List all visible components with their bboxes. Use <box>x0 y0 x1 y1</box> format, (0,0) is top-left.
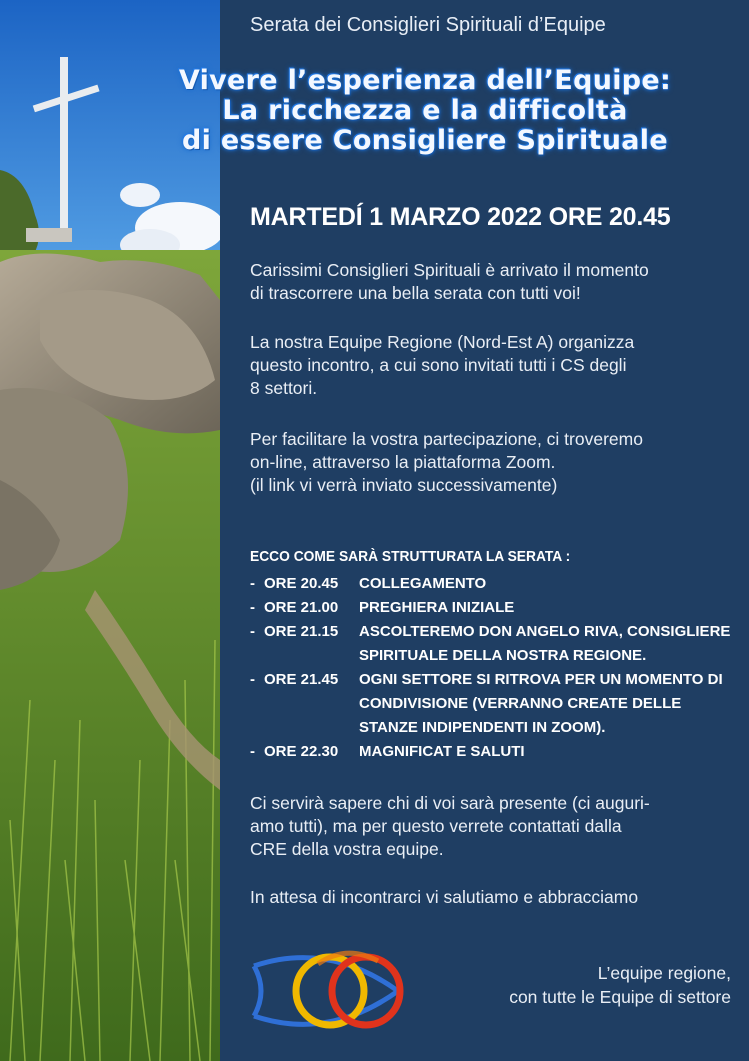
signature <box>509 961 731 1009</box>
schedule-item <box>250 572 740 596</box>
schedule-activity: OGNI SETTORE SI RITROVA PER UN MOMENTO DI <box>359 671 723 688</box>
schedule-heading: ECCO COME SARÀ STRUTTURATA LA SERATA : <box>250 548 571 565</box>
title-line: La ricchezza e la difficoltà <box>222 95 628 126</box>
schedule-time: ORE 20.45 <box>264 575 339 592</box>
zoom-paragraph <box>250 428 730 497</box>
intro-paragraph <box>250 259 730 305</box>
schedule-time: ORE 21.15 <box>264 623 339 640</box>
organizer-paragraph <box>250 331 730 400</box>
paragraph-line: questo incontro, a cui sono invitati tutti i CS degli <box>250 355 627 375</box>
paragraph-line: La nostra Equipe Regione (Nord-Est A) organizza <box>250 332 635 352</box>
schedule-list <box>250 572 740 764</box>
schedule-time: ORE 21.00 <box>264 599 339 616</box>
paragraph-line: (il link vi verrà inviato successivamente) <box>250 475 558 495</box>
schedule-item <box>250 740 740 764</box>
paragraph-line: on-line, attraverso la piattaforma Zoom. <box>250 452 556 472</box>
paragraph-line: di trascorrere una bella serata con tutti voi! <box>250 283 581 303</box>
schedule-dash: - <box>250 743 255 760</box>
title-line: di essere Consigliere Spirituale <box>182 125 668 156</box>
paragraph-line: Ci servirà sapere chi di voi sarà presente (ci auguri- <box>250 793 650 813</box>
schedule-activity: STANZE INDIPENDENTI IN ZOOM). <box>359 719 606 736</box>
event-subtitle: Serata dei Consiglieri Spirituali d’Equipe <box>250 14 606 36</box>
title-line: Vivere l’esperienza dell’Equipe: <box>178 65 672 96</box>
schedule-time: ORE 21.45 <box>264 671 339 688</box>
paragraph-line: 8 settori. <box>250 378 318 398</box>
schedule-activity: SPIRITUALE DELLA NOSTRA REGIONE. <box>359 647 647 664</box>
schedule-time: ORE 22.30 <box>264 743 339 760</box>
paragraph-line: CRE della vostra equipe. <box>250 839 444 859</box>
paragraph-line: Per facilitare la vostra partecipazione, ci troveremo <box>250 429 643 449</box>
paragraph-line: In attesa di incontrarci vi salutiamo e abbracciamo <box>250 887 639 907</box>
schedule-dash: - <box>250 671 255 688</box>
schedule-dash: - <box>250 599 255 616</box>
paragraph-line: amo tutti), ma per questo verrete contattati dalla <box>250 816 622 836</box>
schedule-dash: - <box>250 575 255 592</box>
schedule-item <box>250 596 740 620</box>
schedule-activity: CONDIVISIONE (VERRANNO CREATE DELLE <box>359 695 682 712</box>
hero-photo <box>0 0 220 1061</box>
signature-line: con tutte le Equipe di settore <box>509 987 731 1007</box>
event-title <box>110 66 740 156</box>
paragraph-line: Carissimi Consiglieri Spirituali è arrivato il momento <box>250 260 649 280</box>
landscape-illustration <box>0 0 220 1061</box>
schedule-item <box>250 668 740 740</box>
schedule-item <box>250 620 740 668</box>
schedule-activity: ASCOLTEREMO DON ANGELO RIVA, CONSIGLIERE <box>359 623 731 640</box>
event-date: MARTEDÍ 1 MARZO 2022 ORE 20.45 <box>250 203 671 231</box>
closing-paragraph <box>250 886 730 909</box>
schedule-activity: MAGNIFICAT E SALUTI <box>359 743 525 760</box>
schedule-activity: PREGHIERA INIZIALE <box>359 599 515 616</box>
content-panel <box>178 0 749 1061</box>
attendance-paragraph <box>250 792 730 861</box>
equipe-logo-icon <box>248 946 428 1041</box>
schedule-dash: - <box>250 623 255 640</box>
schedule-activity: COLLEGAMENTO <box>359 575 487 592</box>
signature-line: L’equipe regione, <box>597 963 731 983</box>
